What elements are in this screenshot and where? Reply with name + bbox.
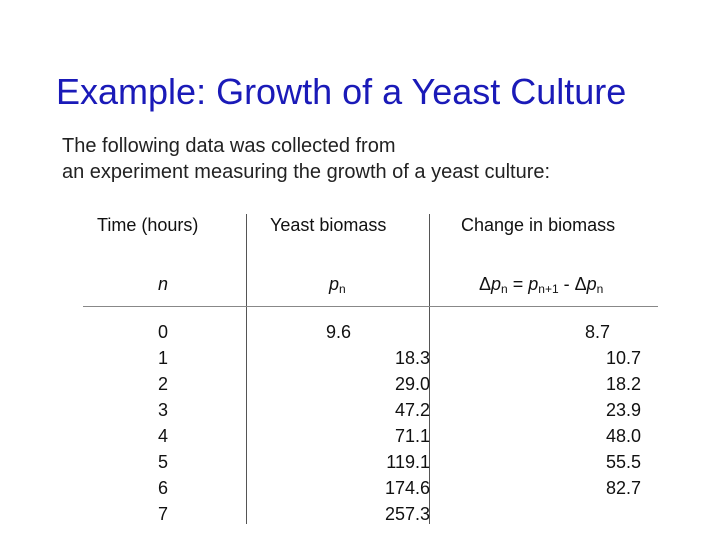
intro-line-1: The following data was collected from [62,135,396,157]
change-cell: 18.2 [605,374,641,394]
time-cell: 5 [158,452,169,472]
change-cell: 55.5 [605,452,641,472]
header-time: Time (hours) [97,215,199,235]
time-cell: 3 [158,400,169,420]
change-cell: 48.0 [605,426,641,446]
change-cell: 8.7 [585,322,611,342]
biomass-cell: 18.3 [394,348,430,368]
time-cell: 6 [158,478,169,498]
intro-text [62,133,550,185]
time-cell: 2 [158,374,169,394]
column-divider-1 [246,214,247,524]
header-biomass: Yeast biomass [270,215,387,235]
time-cell: 1 [158,348,169,368]
header-change: Change in biomass [461,215,616,235]
biomass-cell: 29.0 [394,374,430,394]
time-cell: 0 [158,322,169,342]
biomass-cell: 257.3 [384,504,430,524]
slide-title: Example: Growth of a Yeast Culture [56,71,627,112]
change-column [606,345,641,501]
biomass-cell: 47.2 [394,400,430,420]
symbol-time: n [158,274,169,294]
change-cell: 82.7 [605,478,641,498]
time-cell: 7 [158,504,169,524]
change-cell: 10.7 [605,348,641,368]
intro-line-2: an experiment measuring the growth of a yeast culture: [62,161,551,183]
change-cell: 23.9 [605,400,641,420]
biomass-cell: 9.6 [326,322,352,342]
time-cell: 4 [158,426,169,446]
symbol-change: $\Delta p_n = p_{n+1} - \Delta p_n$ [479,274,604,296]
biomass-cell: 119.1 [386,452,430,472]
biomass-cell: 71.1 [394,426,430,446]
biomass-cell: 174.6 [384,478,430,498]
biomass-column [385,345,430,527]
symbol-biomass: $p_n$ [329,274,346,296]
header-rule [83,306,658,307]
time-column [158,319,168,527]
